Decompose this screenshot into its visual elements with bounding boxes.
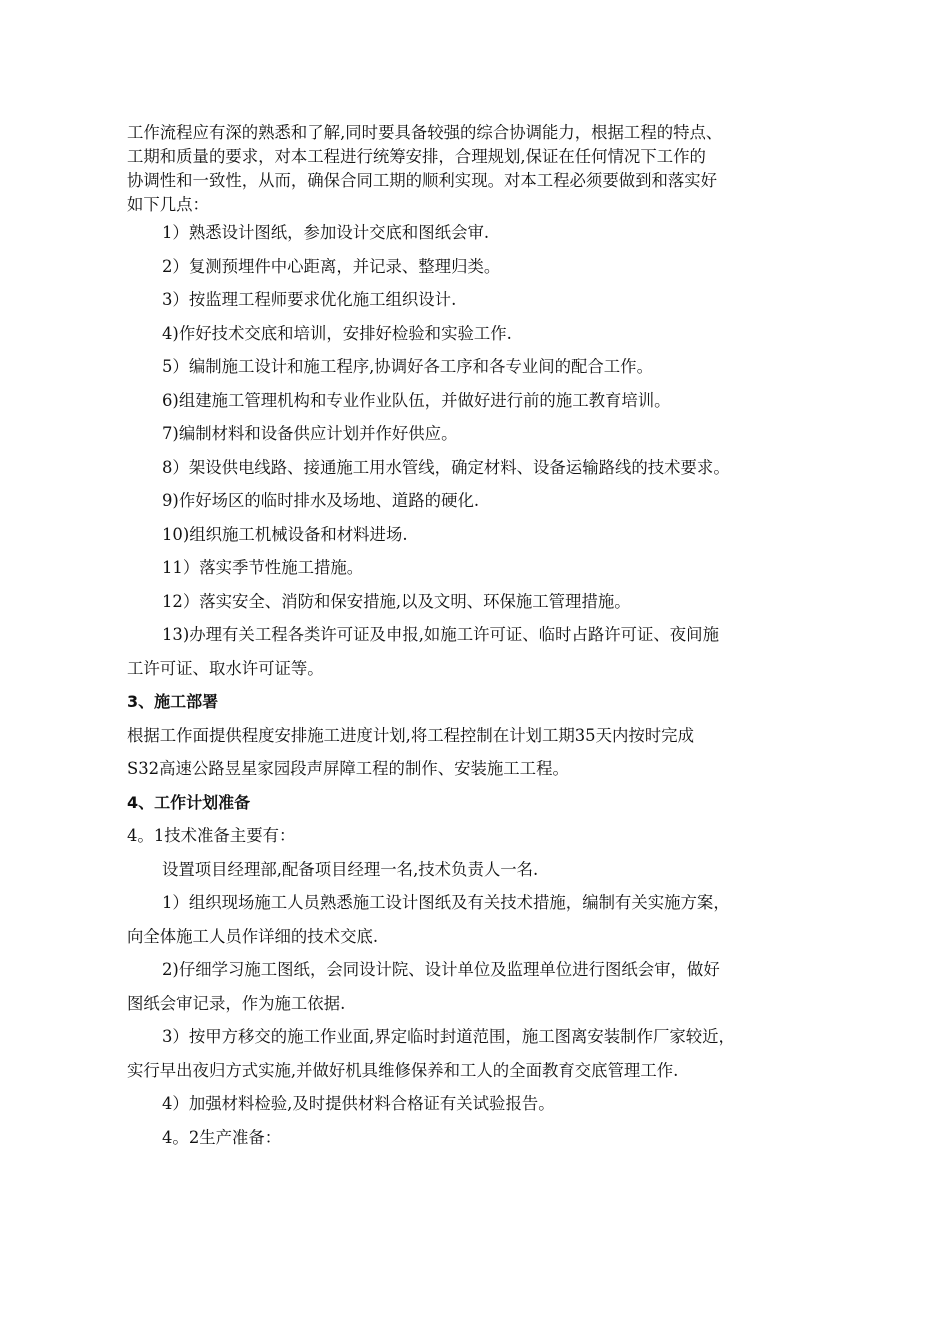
list-item-continuation: 实行早出夜归方式实施,并做好机具维修保养和工人的全面教育交底管理工作. <box>127 1060 679 1080</box>
intro-line: 工作流程应有深的熟悉和了解,同时要具备较强的综合协调能力，根据工程的特点、 <box>127 123 723 142</box>
list-item: 1）熟悉设计图纸，参加设计交底和图纸会审. <box>162 223 490 242</box>
list-item: 8）架设供电线路、接通施工用水管线，确定材料、设备运输路线的技术要求。 <box>162 457 730 477</box>
list-item: 13)办理有关工程各类许可证及申报,如施工许可证、临时占路许可证、夜间施 <box>162 625 719 644</box>
intro-paragraph <box>127 121 827 217</box>
list-item: 3）按甲方移交的施工作业面,界定临时封道范围，施工图离安装制作厂家较近， <box>162 1027 735 1046</box>
list-item: 7)编制材料和设备供应计划并作好供应。 <box>162 424 458 443</box>
paragraph-line: 根据工作面提供程度安排施工进度计划,将工程控制在计划工期35天内按时完成 <box>127 725 694 745</box>
intro-line: 如下几点： <box>127 195 209 214</box>
list-item: 12）落实安全、消防和保安措施,以及文明、环保施工管理措施。 <box>162 591 631 611</box>
paragraph-line: S32高速公路昱星家园段声屏障工程的制作、安装施工工程。 <box>127 759 569 778</box>
list-item: 2)仔细学习施工图纸，会同设计院、设计单位及监理单位进行图纸会审，做好 <box>162 960 720 979</box>
list-item-continuation: 图纸会审记录，作为施工依据. <box>127 993 346 1013</box>
list-item: 1）组织现场施工人员熟悉施工设计图纸及有关技术措施，编制有关实施方案， <box>162 893 730 912</box>
list-item: 4）加强材料检验,及时提供材料合格证有关试验报告。 <box>162 1094 555 1113</box>
list-item: 3）按监理工程师要求优化施工组织设计. <box>162 290 457 309</box>
list-item: 5）编制施工设计和施工程序,协调好各工序和各专业间的配合工作。 <box>162 357 653 376</box>
intro-line: 工期和质量的要求，对本工程进行统筹安排，合理规划,保证在任何情况下工作的 <box>127 147 706 166</box>
list-item-continuation: 向全体施工人员作详细的技术交底. <box>127 926 379 946</box>
section-heading: 4、工作计划准备 <box>127 792 251 812</box>
paragraph-line: 设置项目经理部,配备项目经理一名,技术负责人一名. <box>162 859 539 879</box>
list-item: 6)组建施工管理机构和专业作业队伍，并做好进行前的施工教育培训。 <box>162 390 671 410</box>
subsection-heading: 4。1技术准备主要有： <box>127 826 296 845</box>
intro-line: 协调性和一致性，从而，确保合同工期的顺利实现。对本工程必须要做到和落实好 <box>127 171 718 190</box>
list-item: 9)作好场区的临时排水及场地、道路的硬化. <box>162 491 480 510</box>
section-heading: 3、施工部署 <box>127 692 219 711</box>
task-list <box>127 216 827 685</box>
subsection-heading: 4。2生产准备： <box>162 1127 282 1147</box>
list-item: 11）落实季节性施工措施。 <box>162 558 364 577</box>
document-page <box>127 121 827 1154</box>
list-item-continuation: 工许可证、取水许可证等。 <box>127 658 324 678</box>
list-item: 4)作好技术交底和培训，安排好检验和实验工作. <box>162 323 512 343</box>
list-item: 10)组织施工机械设备和材料进场. <box>162 524 408 544</box>
list-item: 2）复测预埋件中心距离，并记录、整理归类。 <box>162 256 501 276</box>
